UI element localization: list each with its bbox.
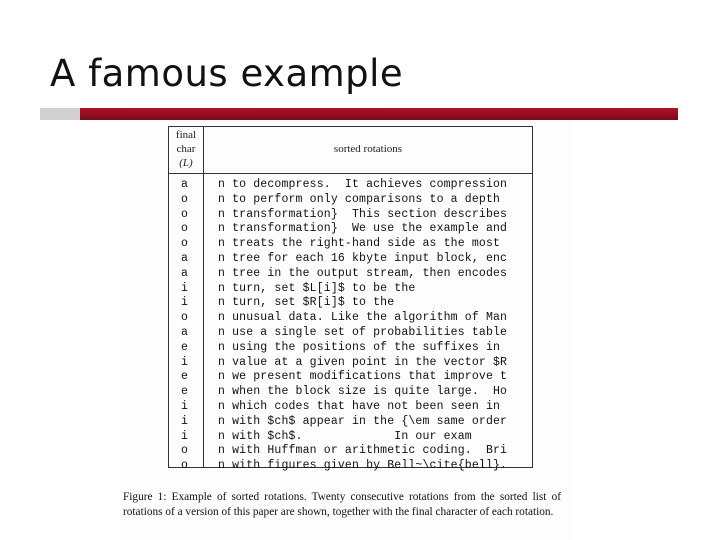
final-char-cell: a [181,266,188,280]
rotation-cell: n transformation} We use the example and [218,222,508,236]
table-row [169,356,532,371]
table-row [169,459,532,474]
header-final-char-line-1: final [175,129,197,141]
table-row [169,311,532,326]
rotation-cell: n to decompress. It achieves compression [218,178,508,191]
final-char-cell: a [181,325,188,339]
table-row [169,267,532,282]
slide-title: A famous example [50,52,404,95]
rotation-cell: n to perform only comparisons to a depth [218,192,501,206]
rotation-cell: n with $ch$. In our exam [218,429,472,443]
table-row [169,400,532,415]
final-char-cell: a [181,251,188,265]
table-row [169,237,532,252]
table-row [169,282,532,297]
final-char-cell: i [181,281,188,295]
header-final-char-line-2: char [176,143,196,155]
title-underline-accent [80,108,678,120]
rotation-cell: n with figures given by Bell~\cite{bell}. [218,459,508,473]
table-row [169,385,532,400]
rotation-cell: n using the positions of the suffixes in [218,340,501,354]
rotations-table [168,126,533,473]
table-row [169,222,532,237]
header-divider [169,173,532,174]
final-char-cell: o [181,207,188,221]
rotation-cell: n we present modifications that improve t [218,370,508,384]
rotation-cell: n when the block size is quite large. Ho [218,385,508,399]
final-char-cell: e [181,370,188,384]
final-char-cell: o [181,444,188,458]
final-char-cell: e [181,340,188,354]
rotation-cell: n use a single set of probabilities table [218,325,508,339]
rotation-cell: n treats the right-hand side as the most [218,237,501,251]
table-row [169,444,532,459]
rotation-cell: n tree in the output stream, then encodes [218,266,508,280]
table-rows [169,178,532,474]
table-row [169,370,532,385]
header-final-char-line-3: (L) [179,157,193,169]
final-char-cell: i [181,414,188,428]
table-row [169,341,532,356]
header-final-char [169,128,203,170]
final-char-cell: o [181,222,188,236]
rotation-cell: n turn, set $R[i]$ to the [218,296,395,310]
header-sorted-rotations: sorted rotations [333,143,403,155]
rotation-cell: n with $ch$ appear in the {\em same order [218,414,508,428]
table-row [169,208,532,223]
rotation-cell: n with Huffman or arithmetic coding. Bri [218,444,508,458]
table-row [169,296,532,311]
rotation-cell: n unusual data. Like the algorithm of Man [218,311,508,325]
rotation-cell: n turn, set $L[i]$ to be the [218,281,416,295]
rotation-cell: n value at a given point in the vector $R [218,355,508,369]
figure-caption: Figure 1: Example of sorted rotations. Twenty consecutive rotations from the sorted list of rotations of a version of this paper are shown, together with the final character of each rotation. [123,491,561,518]
table-row [169,415,532,430]
final-char-cell: o [181,311,188,325]
rotation-cell: n which codes that have not been seen in [218,399,501,413]
table-row [169,252,532,267]
rotation-cell: n transformation} This section describes [218,207,508,221]
table-row [169,193,532,208]
rotation-cell: n tree for each 16 kbyte input block, enc [218,251,508,265]
final-char-cell: i [181,355,188,369]
figure-image [121,120,570,540]
table-row [169,178,532,193]
final-char-cell: o [181,237,188,251]
final-char-cell: e [181,385,188,399]
table-row [169,430,532,445]
table-row [169,326,532,341]
final-char-cell: i [181,429,188,443]
final-char-cell: i [181,296,188,310]
final-char-cell: o [181,459,188,473]
final-char-cell: a [181,178,188,191]
final-char-cell: i [181,399,188,413]
final-char-cell: o [181,192,188,206]
title-underline-bar [40,108,678,120]
